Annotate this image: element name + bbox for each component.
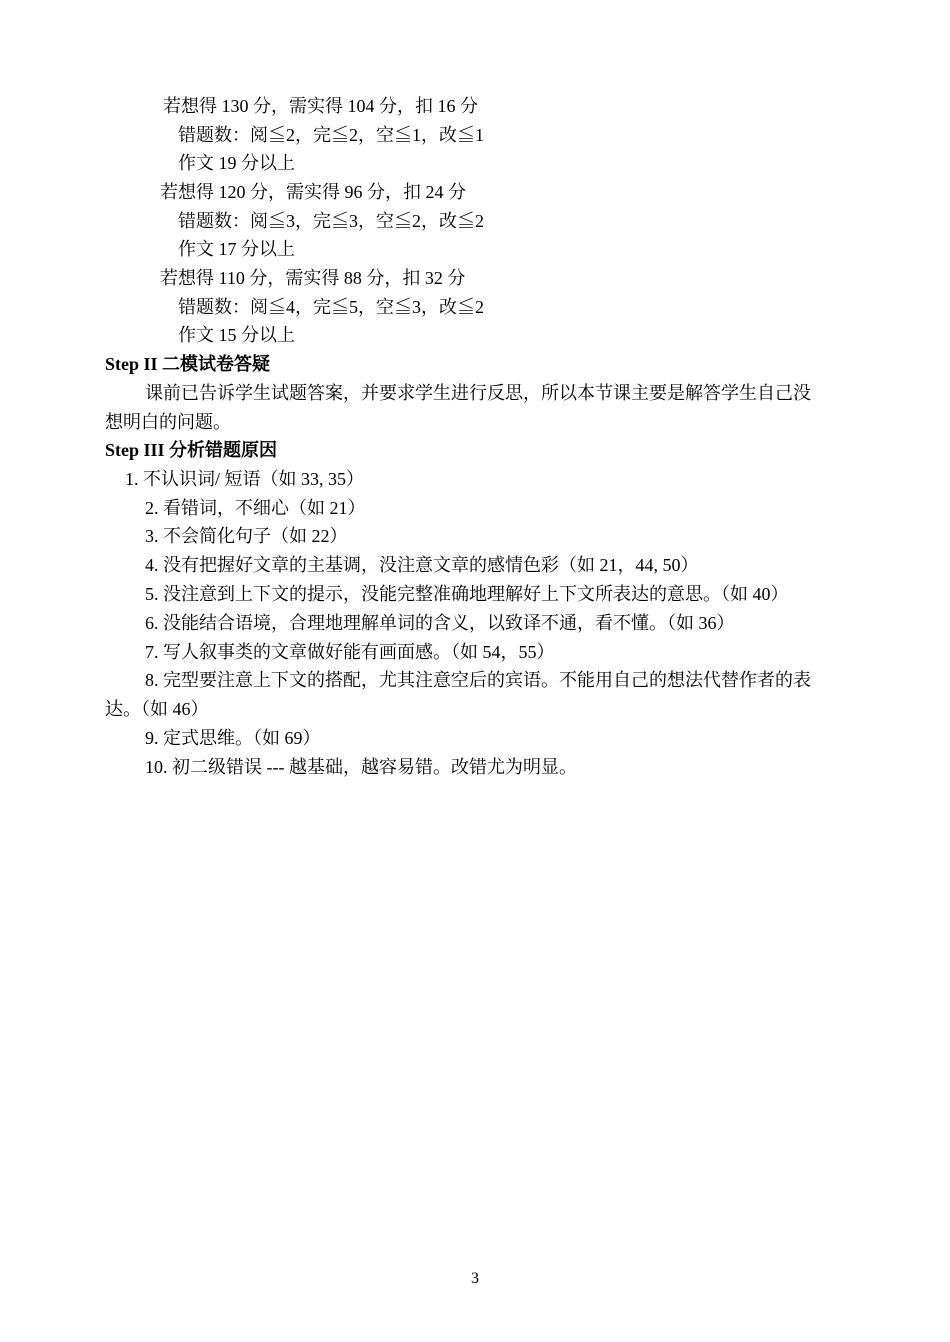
target-130-heading: 若想得 130 分，需实得 104 分，扣 16 分 [163,96,478,116]
list-item: 1. 不认识词/ 短语（如 33, 35） [125,469,365,489]
target-110-heading: 若想得 110 分，需实得 88 分，扣 32 分 [160,268,466,288]
list-item: 5. 没注意到上下文的提示，没能完整准确地理解好上下文所表达的意思。（如 40） [145,584,789,604]
list-item: 10. 初二级错误 --- 越基础，越容易错。改错尤为明显。 [145,757,577,777]
list-item-continuation: 达。（如 46） [105,699,209,719]
target-120-essay: 作文 17 分以上 [178,239,295,259]
step-3-title: Step III 分析错题原因 [105,440,278,460]
target-110-errors: 错题数：阅≦4，完≦5，空≦3，改≦2 [178,297,484,317]
list-item: 8. 完型要注意上下文的搭配，尤其注意空后的宾语。不能用自己的想法代替作者的表 [145,670,811,690]
target-130-errors: 错题数：阅≦2，完≦2，空≦1，改≦1 [178,125,484,145]
target-120-errors: 错题数：阅≦3，完≦3，空≦2，改≦2 [178,211,484,231]
list-item: 3. 不会简化句子（如 22） [145,526,348,546]
target-110-essay: 作文 15 分以上 [178,325,295,345]
step-2-paragraph-line-1: 课前已告诉学生试题答案，并要求学生进行反思，所以本节课主要是解答学生自己没 [145,383,811,403]
list-item: 4. 没有把握好文章的主基调，没注意文章的感情色彩（如 21，44, 50） [145,555,699,575]
list-item: 6. 没能结合语境，合理地理解单词的含义，以致译不通，看不懂。（如 36） [145,613,735,633]
list-item: 9. 定式思维。（如 69） [145,728,321,748]
list-item: 2. 看错词，不细心（如 21） [145,498,366,518]
list-item: 7. 写人叙事类的文章做好能有画面感。（如 54，55） [145,642,555,662]
page-number: 3 [471,1270,479,1287]
target-130-essay: 作文 19 分以上 [178,153,295,173]
step-2-paragraph-line-2: 想明白的问题。 [105,412,231,432]
target-120-heading: 若想得 120 分，需实得 96 分，扣 24 分 [160,182,466,202]
step-2-title: Step II 二模试卷答疑 [105,354,271,374]
